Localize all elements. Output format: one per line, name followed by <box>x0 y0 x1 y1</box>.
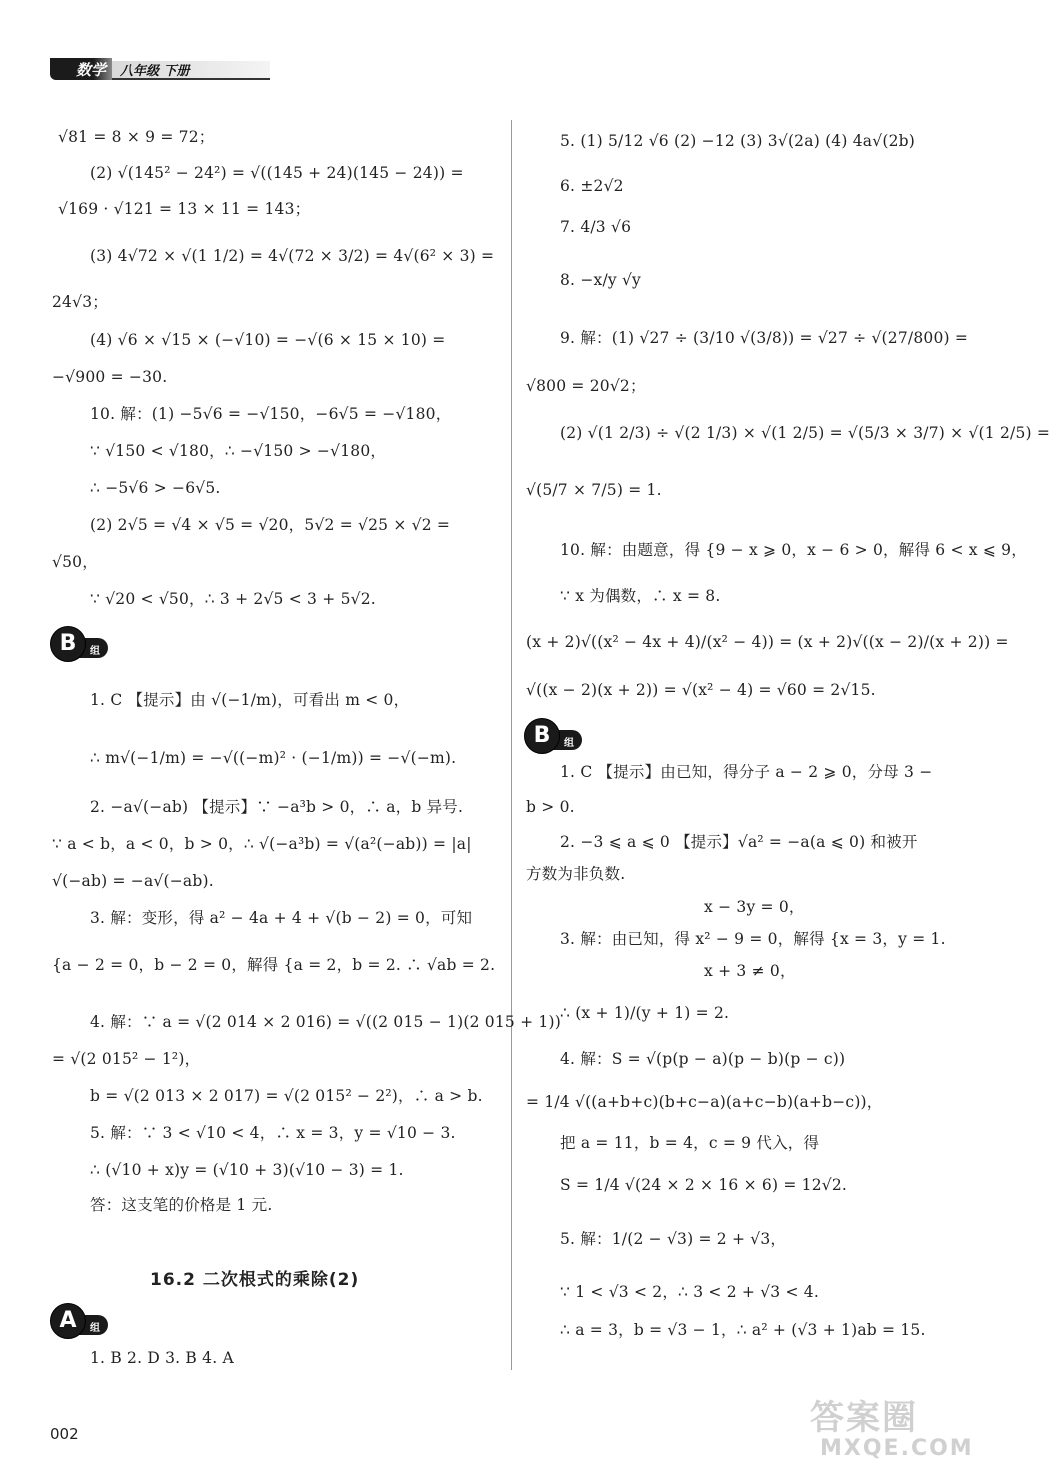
text-line: {a − 2 = 0，b − 2 = 0，解得 {a = 2，b = 2. ∴ √ab = 2. <box>52 956 496 974</box>
text-line: 4. 解：∵ a = √(2 014 × 2 016) = √((2 015 − 1)(2 015 + 1)) <box>90 1013 561 1031</box>
text-line: ∵ √20 < √50，∴ 3 + 2√5 < 3 + 5√2. <box>90 590 376 608</box>
text-line: 8. −x/y √y <box>560 271 641 289</box>
grade-label: 八年级 下册 <box>120 64 190 79</box>
watermark-top: 答案圈 <box>810 1398 918 1438</box>
text-line: b > 0. <box>526 798 575 816</box>
text-line: x + 3 ≠ 0， <box>704 962 796 980</box>
text-line: 6. ±2√2 <box>560 177 624 195</box>
text-line: x − 3y = 0， <box>704 898 805 916</box>
subject-logo <box>50 58 112 80</box>
text-line: √81 = 8 × 9 = 72； <box>58 128 215 146</box>
text-line: 1. C 【提示】由已知，得分子 a − 2 ⩾ 0，分母 3 − <box>560 763 933 781</box>
text-line: 9. 解：(1) √27 ÷ (3/10 √(3/8)) = √27 ÷ √(27/800) = <box>560 329 969 347</box>
group-a-badge-letter: A <box>50 1303 86 1339</box>
text-line: √169 · √121 = 13 × 11 = 143； <box>58 200 311 218</box>
text-line: 4. 解：S = √(p(p − a)(p − b)(p − c)) <box>560 1050 846 1068</box>
text-line: ∴ −5√6 > −6√5. <box>90 479 221 497</box>
text-line: √((x − 2)(x + 2)) = √(x² − 4) = √60 = 2√15. <box>526 681 876 699</box>
text-line: (2) √(145² − 24²) = √((145 + 24)(145 − 24)) = <box>90 164 464 182</box>
group-a-badge <box>50 1303 110 1339</box>
watermark <box>810 1390 990 1470</box>
text-line: 5. (1) 5/12 √6 (2) −12 (3) 3√(2a) (4) 4a√(2b) <box>560 132 916 150</box>
text-line: ∴ m√(−1/m) = −√((−m)² · (−1/m)) = −√(−m). <box>90 749 457 767</box>
text-line: 2. −a√(−ab) 【提示】∵ −a³b > 0，∴ a，b 异号. <box>90 798 464 816</box>
text-line: 5. 解：∵ 3 < √10 < 4，∴ x = 3，y = √10 − 3. <box>90 1124 456 1142</box>
group-a-badge-label: 组 <box>90 1323 100 1334</box>
text-line: (4) √6 × √15 × (−√10) = −√(6 × 15 × 10) = <box>90 331 446 349</box>
text-line: ∵ √150 < √180，∴ −√150 > −√180， <box>90 442 387 460</box>
text-line: 答：这支笔的价格是 1 元. <box>90 1196 273 1214</box>
text-line: = 1/4 √((a+b+c)(b+c−a)(a+c−b)(a+b−c))， <box>526 1093 883 1111</box>
text-line: ∵ a < b，a < 0，b > 0，∴ √(−a³b) = √(a²(−ab)) = |a| <box>52 835 472 853</box>
section-title: 16.2 二次根式的乘除(2) <box>150 1270 360 1290</box>
text-line: b = √(2 013 × 2 017) = √(2 015² − 2²)，∴ a > b. <box>90 1087 483 1105</box>
text-line: ∵ x 为偶数，∴ x = 8. <box>560 587 721 605</box>
group-b-badge <box>50 626 110 662</box>
grade-band <box>112 61 270 80</box>
page-header <box>50 58 220 80</box>
text-line: 方数为非负数. <box>526 865 626 883</box>
text-line: −√900 = −30. <box>52 368 168 386</box>
group-b-badge-right-letter: B <box>524 718 560 754</box>
text-line: √(−ab) = −a√(−ab). <box>52 872 214 890</box>
text-line: ∴ (x + 1)/(y + 1) = 2. <box>560 1004 730 1022</box>
text-line: ∴ (√10 + x)y = (√10 + 3)(√10 − 3) = 1. <box>90 1161 404 1179</box>
text-line: 10. 解：由题意，得 {9 − x ⩾ 0，x − 6 > 0，解得 6 < x ⩽ 9， <box>560 541 1027 559</box>
text-line: 1. B 2. D 3. B 4. A <box>90 1349 234 1367</box>
text-line: ∵ 1 < √3 < 2，∴ 3 < 2 + √3 < 4. <box>560 1283 819 1301</box>
watermark-bottom: MXQE.COM <box>820 1436 974 1461</box>
text-line: 3. 解：变形，得 a² − 4a + 4 + √(b − 2) = 0，可知 <box>90 909 473 927</box>
text-line: (3) 4√72 × √(1 1/2) = 4√(72 × 3/2) = 4√(6² × 3) = <box>90 247 495 265</box>
text-line: 1. C 【提示】由 √(−1/m)，可看出 m < 0， <box>90 691 410 709</box>
page-number: 002 <box>50 1425 79 1443</box>
text-line: 7. 4/3 √6 <box>560 218 632 236</box>
text-line: (2) √(1 2/3) ÷ √(2 1/3) × √(1 2/5) = √(5/3 × 3/7) × √(1 2/5) = <box>560 424 1050 442</box>
group-b-badge-right-label: 组 <box>564 738 574 749</box>
text-line: 10. 解：(1) −5√6 = −√150，−6√5 = −√180， <box>90 405 452 423</box>
group-b-badge-right <box>524 718 584 754</box>
text-line: 3. 解：由已知，得 x² − 9 = 0，解得 {x = 3，y = 1. <box>560 930 946 948</box>
text-line: √800 = 20√2； <box>526 377 646 395</box>
text-line: √(5/7 × 7/5) = 1. <box>526 481 662 499</box>
text-line: 5. 解：1/(2 − √3) = 2 + √3， <box>560 1230 787 1248</box>
text-line: 2. −3 ⩽ a ⩽ 0 【提示】√a² = −a(a ⩽ 0) 和被开 <box>560 833 918 851</box>
text-line: ∴ a = 3，b = √3 − 1，∴ a² + (√3 + 1)ab = 15. <box>560 1321 926 1339</box>
text-line: 24√3； <box>52 293 108 311</box>
column-divider <box>511 120 512 1370</box>
text-line: 把 a = 11，b = 4，c = 9 代入，得 <box>560 1134 820 1152</box>
subject-logo-text: 数学 <box>76 61 107 79</box>
text-line: (x + 2)√((x² − 4x + 4)/(x² − 4)) = (x + 2)√((x − 2)/(x + 2)) = <box>526 633 1009 651</box>
text-line: (2) 2√5 = √4 × √5 = √20，5√2 = √25 × √2 = <box>90 516 451 534</box>
group-b-badge-label: 组 <box>90 646 100 657</box>
text-line: = √(2 015² − 1²)， <box>52 1050 201 1068</box>
text-line: √50， <box>52 553 98 571</box>
group-b-badge-letter: B <box>50 626 86 662</box>
text-line: S = 1/4 √(24 × 2 × 16 × 6) = 12√2. <box>560 1176 848 1194</box>
